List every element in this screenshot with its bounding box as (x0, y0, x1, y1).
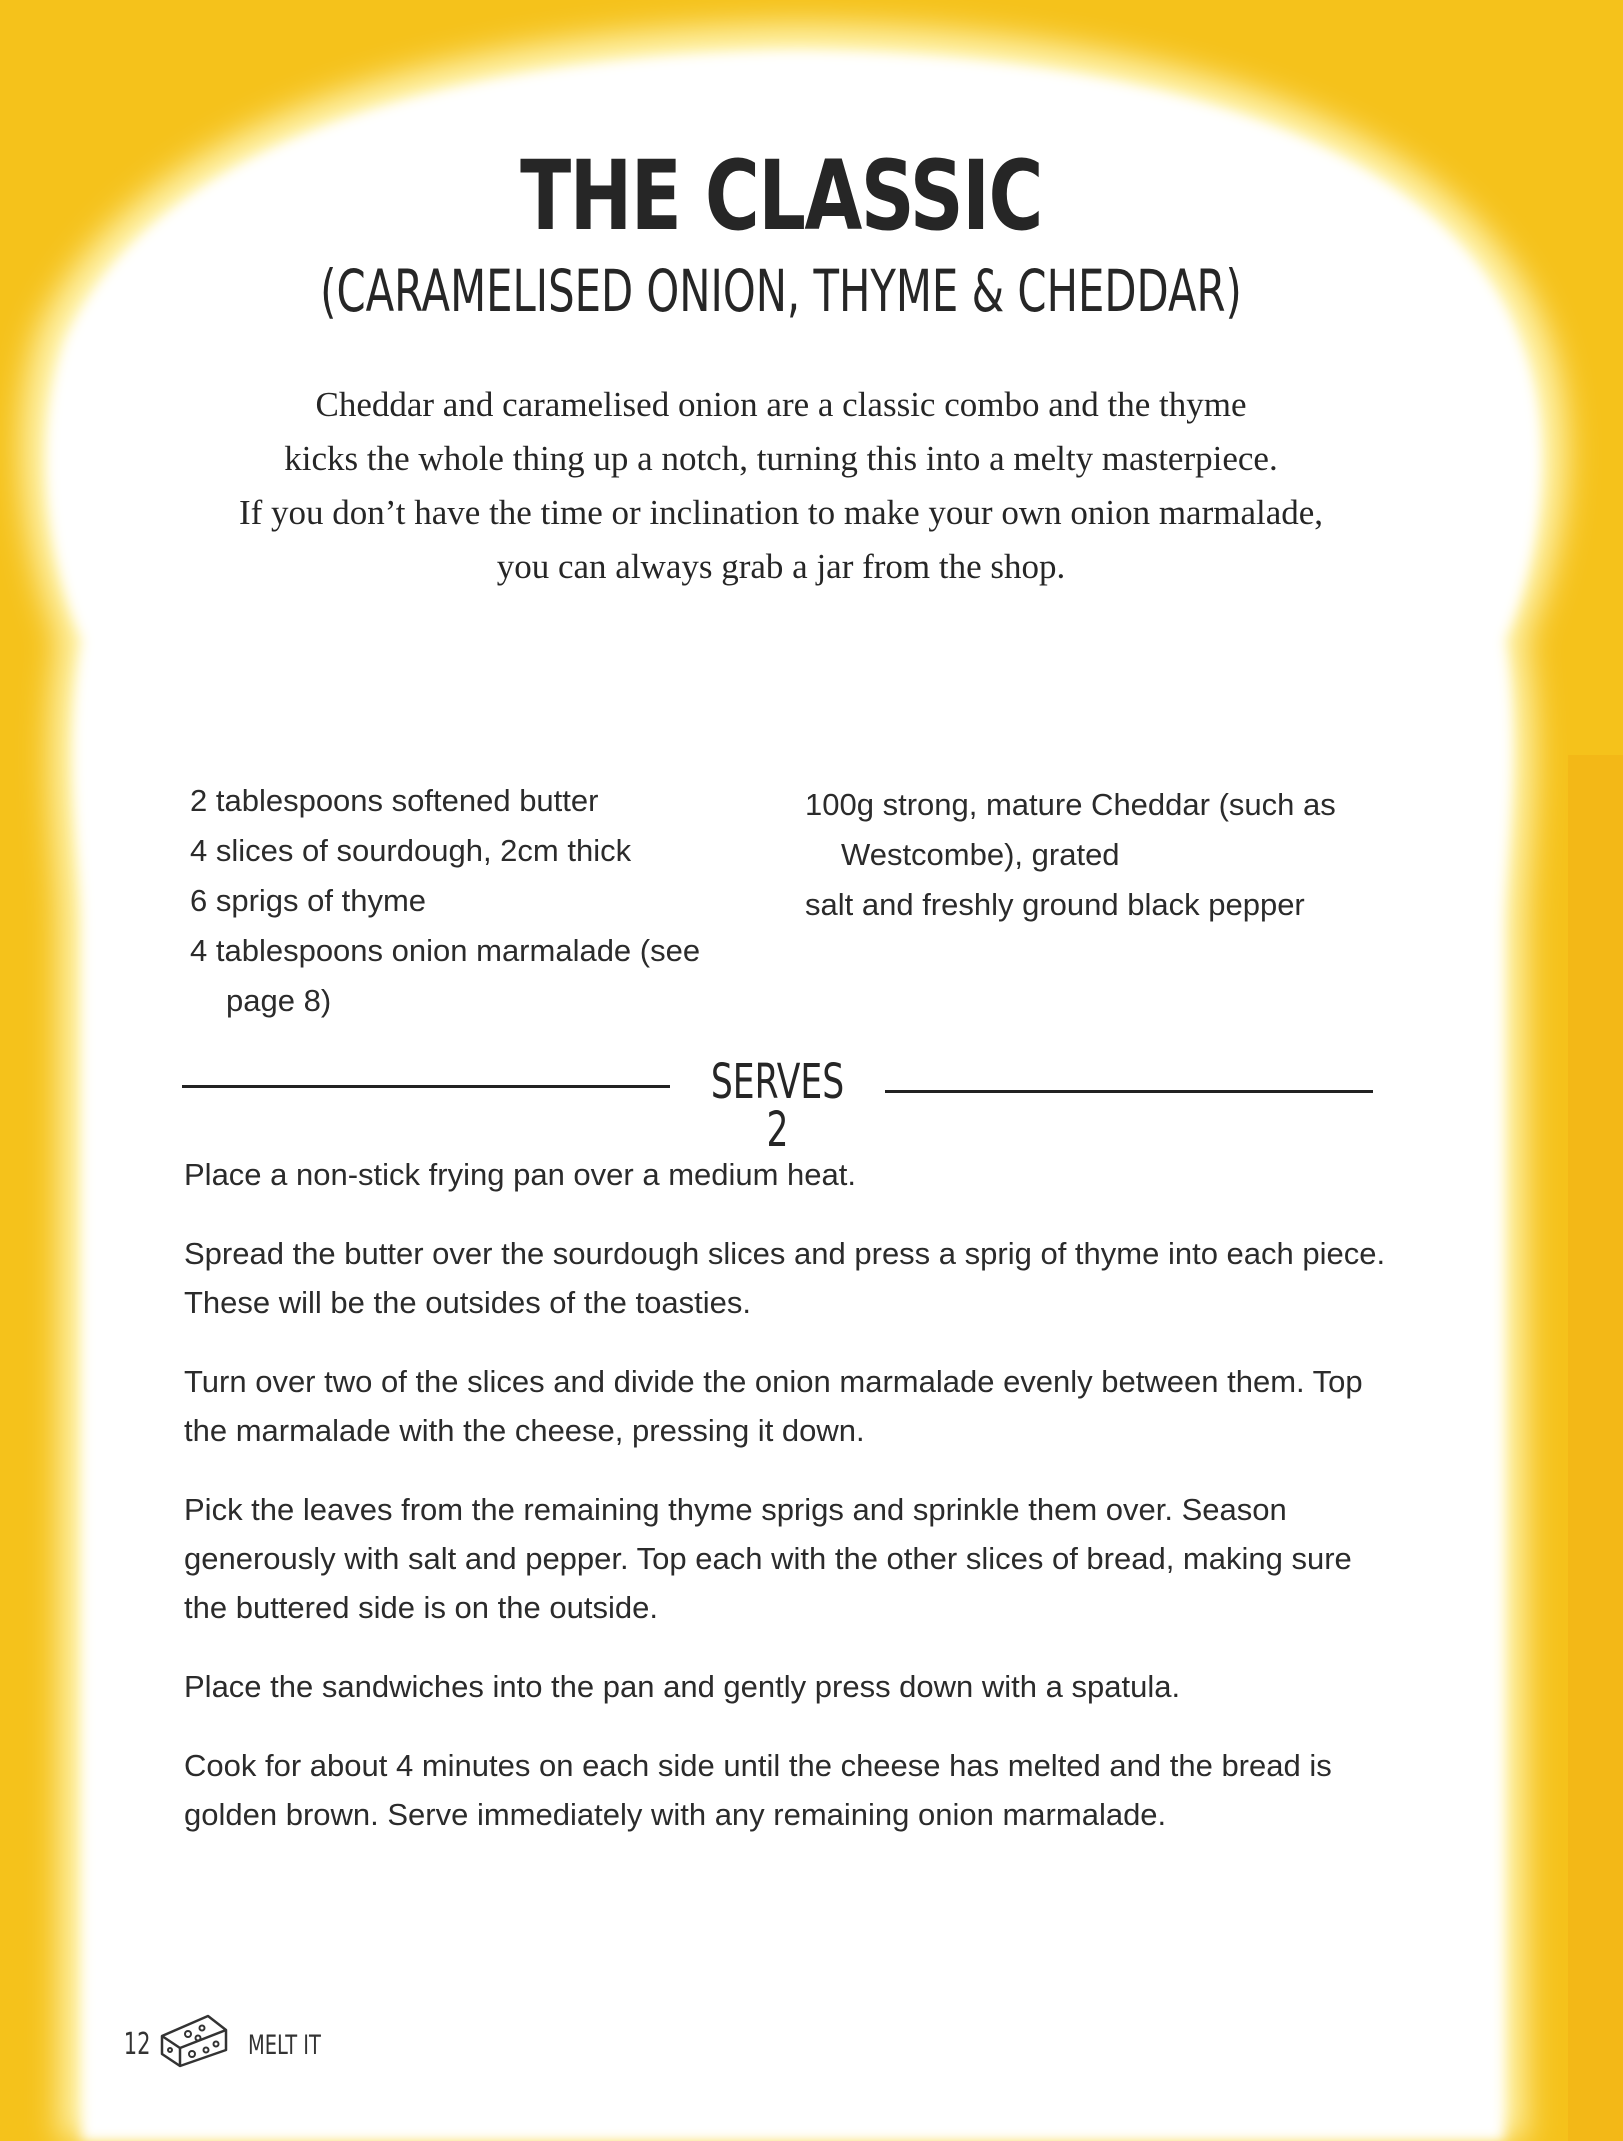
recipe-title: THE CLASSIC (520, 140, 1042, 252)
ingredient-item: 4 slices of sourdough, 2cm thick (190, 833, 632, 868)
ingredient-item: 6 sprigs of thyme (190, 883, 427, 918)
ingredient-item: 100g strong, mature Cheddar (such as Westcombe), grated (805, 787, 1336, 872)
cheese-icon (158, 2010, 230, 2070)
section-title: MELT IT (248, 2030, 321, 2061)
recipe-subtitle: (CARAMELISED ONION, THYME & CHEDDAR) (320, 257, 1242, 325)
intro-line: Cheddar and caramelised onion are a classic combo and the thyme (315, 385, 1247, 424)
intro-line: kicks the whole thing up a notch, turning this into a melty masterpiece. (284, 439, 1278, 478)
method-step: Cook for about 4 minutes on each side until the cheese has melted and the bread is golden brown. Serve immediately with any remaining onion marmalade. (184, 1748, 1332, 1832)
method-step: Place a non-stick frying pan over a medium heat. (184, 1157, 857, 1192)
page-number: 12 (123, 2027, 151, 2062)
intro-line: you can always grab a jar from the shop. (496, 547, 1066, 586)
method-step: Turn over two of the slices and divide the onion marmalade evenly between them. Top the marmalade with the cheese, pressing it down. (184, 1364, 1363, 1448)
divider-left (182, 1085, 670, 1088)
serves-label: SERVES 2 (710, 1054, 845, 1158)
method-step: Pick the leaves from the remaining thyme sprigs and sprinkle them over. Season generously with salt and pepper. Top each with the other slices of bread, making sure the buttered side is on the outside. (184, 1492, 1352, 1625)
divider-right (885, 1090, 1373, 1093)
ingredient-item: 2 tablespoons softened butter (190, 783, 599, 818)
recipe-intro (120, 378, 1442, 594)
method-steps (184, 1150, 1394, 1869)
ingredients-list-right (805, 780, 1425, 930)
method-step: Place the sandwiches into the pan and gently press down with a spatula. (184, 1669, 1181, 1704)
ingredient-item: salt and freshly ground black pepper (805, 887, 1305, 922)
ingredient-item: 4 tablespoons onion marmalade (see page 8) (190, 933, 701, 1018)
method-step: Spread the butter over the sourdough slices and press a sprig of thyme into each piece. These will be the outsides of the toasties. (184, 1236, 1386, 1320)
intro-line: If you don’t have the time or inclination to make your own onion marmalade, (238, 493, 1324, 532)
ingredients-list-left (190, 776, 770, 1026)
